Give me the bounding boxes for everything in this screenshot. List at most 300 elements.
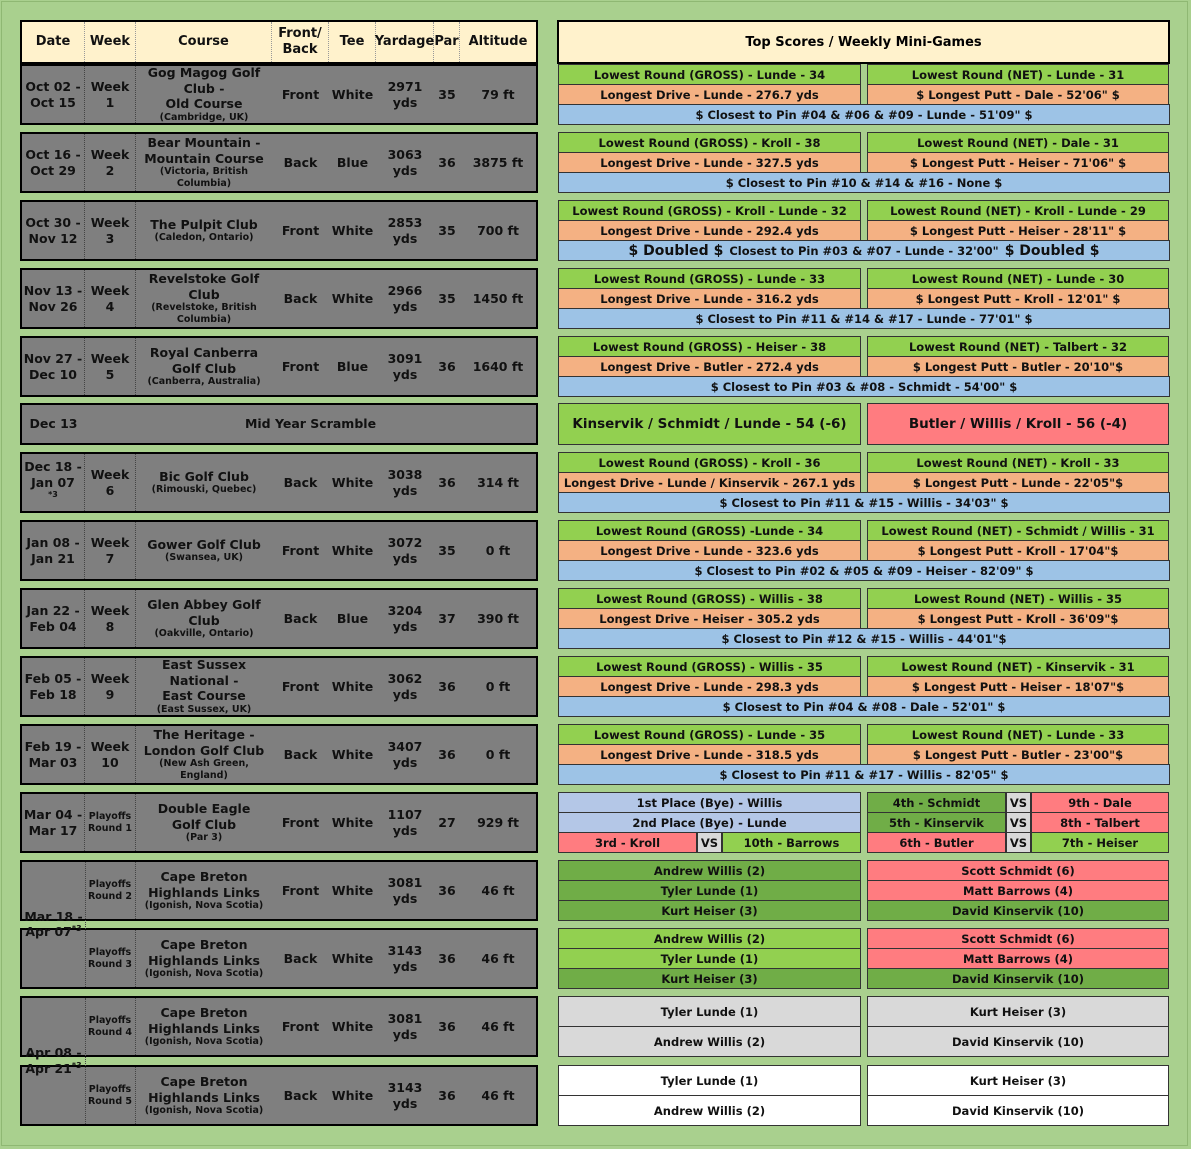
row-yardage: 2971 yds — [387, 78, 423, 110]
week-number: 4 — [105, 298, 115, 314]
row-course — [136, 454, 272, 511]
longest-drive: Longest Drive - Heiser - 305.2 yds — [558, 608, 861, 629]
week-number: 7 — [105, 550, 115, 566]
row-tee: Blue — [336, 610, 369, 626]
week-label: Week — [90, 602, 130, 618]
week-number: Round 5 — [87, 1095, 133, 1107]
week-number: 1 — [105, 94, 115, 110]
row-front-back: Back — [283, 610, 318, 626]
date-end: Nov 26 — [28, 298, 78, 314]
row-date — [22, 658, 85, 715]
longest-putt: $ Longest Putt - Butler - 20'10"$ — [867, 356, 1169, 377]
longest-drive: Longest Drive - Lunde - 316.2 yds — [558, 288, 861, 309]
week-number: 3 — [105, 230, 115, 246]
final-player-left: Tyler Lunde (1) — [558, 1065, 861, 1096]
row-altitude: 3875 ft — [472, 154, 524, 170]
course-name-line2: Golf Club — [171, 816, 237, 832]
final-player-right: Kurt Heiser (3) — [867, 996, 1169, 1027]
row-date — [22, 454, 85, 511]
lowest-round-net: Lowest Round (NET) - Kroll - Lunde - 29 — [867, 200, 1169, 221]
date-end: Jan 07 — [31, 474, 75, 490]
lowest-round-gross: Lowest Round (GROSS) - Kroll - 36 — [558, 452, 861, 473]
week-number: Round 4 — [87, 1026, 133, 1038]
lowest-round-gross: Lowest Round (GROSS) - Lunde - 34 — [558, 64, 861, 85]
date-end-wrap — [30, 95, 76, 111]
date-end-wrap — [25, 924, 81, 940]
week-number: 8 — [105, 618, 115, 634]
course-location: (Revelstoke, British — [151, 302, 257, 314]
header-front-back-2: Back — [282, 42, 318, 57]
row-par: 36 — [438, 678, 456, 694]
final-player-left: Andrew Willis (2) — [558, 1095, 861, 1126]
course-name-line1: Cape Breton — [160, 936, 248, 952]
row-altitude: 46 ft — [481, 1018, 515, 1034]
match-10th: 10th - Barrows — [722, 832, 861, 853]
row-week — [85, 998, 136, 1055]
seed-player-left: Andrew Willis (2) — [558, 928, 861, 949]
seed-player-right: David Kinservik (10) — [867, 900, 1169, 921]
course-name-line1: Royal Canberra — [149, 344, 259, 360]
final-player-right: David Kinservik (10) — [867, 1095, 1169, 1126]
closest-to-pin: $ Closest to Pin #04 & #08 - Dale - 52'01" $ — [558, 696, 1170, 717]
row-par: 36 — [438, 950, 456, 966]
row-par: 35 — [438, 290, 456, 306]
week-label: Week — [90, 78, 130, 94]
week-number: 2 — [105, 162, 115, 178]
longest-putt: $ Longest Putt - Kroll - 36'09"$ — [867, 608, 1169, 629]
row-front-back: Back — [283, 950, 318, 966]
schedule-row — [20, 860, 538, 921]
closest-to-pin: $ Closest to Pin #12 & #15 - Willis - 44'01"$ — [558, 628, 1170, 649]
week-label: Week — [90, 670, 130, 686]
row-tee: White — [331, 678, 374, 694]
row-par: 36 — [438, 154, 456, 170]
row-front-back: Back — [283, 474, 318, 490]
date-end: Apr 07 — [25, 924, 72, 940]
longest-putt: $ Longest Putt - Kroll - 17'04"$ — [867, 540, 1169, 561]
seed-player-right: Matt Barrows (4) — [867, 880, 1169, 901]
date-end-wrap — [30, 163, 76, 179]
date-end: Oct 15 — [30, 94, 76, 110]
closest-to-pin: $ Closest to Pin #03 & #08 - Schmidt - 54'00" $ — [558, 376, 1170, 397]
schedule-row — [20, 452, 538, 513]
date-start: Oct 02 - — [25, 78, 81, 94]
scramble-team-a: Kinservik / Schmidt / Lunde - 54 (-6) — [558, 403, 861, 445]
row-front-back: Front — [281, 882, 320, 898]
week-label: Week — [90, 466, 130, 482]
row-yardage: 3081 yds — [387, 874, 423, 906]
row-date — [22, 726, 85, 783]
longest-putt: $ Longest Putt - Dale - 52'06" $ — [867, 84, 1169, 105]
header-altitude: Altitude — [468, 33, 528, 49]
date-start: Oct 30 - — [25, 214, 81, 230]
row-altitude: 929 ft — [477, 814, 519, 830]
longest-drive: Longest Drive - Lunde - 318.5 yds — [558, 744, 861, 765]
seed-player-left: Kurt Heiser (3) — [558, 900, 861, 921]
week-number: 9 — [105, 686, 115, 702]
course-name-line2: Highlands Links — [148, 1089, 260, 1105]
closest-to-pin-text: Closest to Pin #03 & #07 - Lunde - 32'00" — [729, 243, 999, 258]
course-name-line1: Gog Magog Golf Club - — [147, 65, 261, 96]
seed-player-right: Scott Schmidt (6) — [867, 860, 1169, 881]
footnote-mark: *3 — [71, 1060, 82, 1070]
header-front-back — [272, 22, 329, 62]
final-player-right: David Kinservik (10) — [867, 1026, 1169, 1057]
doubled-label: $ Doubled $ — [1004, 242, 1100, 259]
lowest-round-net: Lowest Round (NET) - Dale - 31 — [867, 132, 1169, 153]
match-3rd: 3rd - Kroll — [558, 832, 697, 853]
doubled-label: $ Doubled $ — [628, 242, 724, 259]
row-week — [85, 658, 136, 715]
longest-drive: Longest Drive - Butler - 272.4 yds — [558, 356, 861, 377]
seed-player-right: Matt Barrows (4) — [867, 948, 1169, 969]
closest-to-pin: $ Closest to Pin #11 & #14 & #17 - Lunde - 77'01" $ — [558, 308, 1170, 329]
date-end-wrap — [29, 687, 76, 703]
row-tee: White — [331, 290, 374, 306]
row-tee: White — [331, 86, 374, 102]
row-par: 36 — [438, 358, 456, 374]
date-end-wrap — [29, 755, 78, 771]
row-date — [22, 590, 85, 647]
date-end-wrap — [29, 231, 78, 247]
week-label: Week — [90, 146, 130, 162]
row-par: 35 — [438, 542, 456, 558]
date-end-wrap — [25, 1061, 81, 1077]
date-end-wrap — [29, 367, 77, 383]
row-yardage: 3072 yds — [387, 534, 423, 566]
row-yardage: 3091 yds — [387, 350, 423, 382]
row-altitude: 314 ft — [477, 474, 519, 490]
final-player-left: Tyler Lunde (1) — [558, 996, 861, 1027]
date-end: Jan 21 — [31, 550, 75, 566]
lowest-round-gross: Lowest Round (GROSS) -Lunde - 34 — [558, 520, 861, 541]
date-end: Mar 17 — [28, 822, 78, 838]
lowest-round-gross: Lowest Round (GROSS) - Willis - 38 — [558, 588, 861, 609]
row-course — [136, 338, 272, 395]
course-name-line1: Double Eagle — [157, 800, 251, 816]
course-name-line1: Cape Breton — [160, 1004, 248, 1020]
week-divider — [85, 862, 86, 987]
date-start: Jan 22 - — [26, 602, 80, 618]
date-start: Mar 04 - — [23, 806, 83, 822]
date-start: Nov 13 - — [23, 282, 83, 298]
week-label: Playoffs — [88, 1014, 132, 1026]
date-end-wrap — [29, 299, 78, 315]
course-name-line1: Glen Abbey Golf Club — [147, 596, 261, 628]
seed-player-left: Andrew Willis (2) — [558, 860, 861, 881]
lowest-round-net: Lowest Round (NET) - Lunde - 30 — [867, 268, 1169, 289]
course-name-line1: Cape Breton — [160, 868, 248, 884]
row-yardage: 3038 yds — [387, 466, 423, 498]
row-yardage: 3204 yds — [387, 602, 423, 634]
lowest-round-gross: Lowest Round (GROSS) - Lunde - 33 — [558, 268, 861, 289]
date-end: Dec 10 — [28, 366, 77, 382]
row-yardage: 3407 yds — [387, 738, 423, 770]
row-week — [85, 522, 136, 579]
final-player-left: Andrew Willis (2) — [558, 1026, 861, 1057]
course-name-line2: London Golf Club — [143, 742, 265, 758]
row-par: 36 — [438, 1087, 456, 1103]
header-date: Date — [22, 22, 85, 62]
match-seed-right: 8th - Talbert — [1031, 812, 1169, 833]
row-altitude: 46 ft — [481, 1087, 515, 1103]
week-number: Round 3 — [87, 958, 133, 970]
closest-to-pin: $ Closest to Pin #04 & #06 & #09 - Lunde - 51'09" $ — [558, 104, 1170, 125]
row-course — [136, 522, 272, 579]
course-name-line2: East Course — [162, 688, 246, 704]
row-par: 27 — [438, 814, 456, 830]
row-tee: White — [331, 222, 374, 238]
row-week — [85, 202, 136, 259]
row-tee: White — [331, 950, 374, 966]
closest-to-pin: $ Closest to Pin #11 & #15 - Willis - 34'03" $ — [558, 492, 1170, 513]
row-week — [85, 454, 136, 511]
row-week — [85, 1067, 136, 1124]
seed-player-left: Tyler Lunde (1) — [558, 948, 861, 969]
vs-label: VS — [697, 832, 722, 853]
row-date — [22, 134, 85, 191]
row-date — [22, 998, 85, 1124]
course-location: (Oakville, Ontario) — [154, 628, 254, 640]
week-number: Round 1 — [87, 822, 133, 834]
lowest-round-net: Lowest Round (NET) - Lunde - 33 — [867, 724, 1169, 745]
schedule-row — [20, 520, 538, 581]
course-name-line1: The Heritage - — [153, 727, 255, 742]
row-tee: White — [331, 1087, 374, 1103]
row-altitude: 0 ft — [485, 746, 511, 762]
date-start: Feb 05 - — [24, 670, 82, 686]
course-name-line2: Golf Club — [171, 360, 237, 376]
row-week — [85, 338, 136, 395]
week-divider — [85, 998, 86, 1124]
longest-putt: $ Longest Putt - Kroll - 12'01" $ — [867, 288, 1169, 309]
row-altitude: 46 ft — [481, 950, 515, 966]
row-course — [136, 270, 272, 327]
row-tee: Blue — [336, 154, 369, 170]
footnote-mark: *3 — [71, 924, 82, 934]
row-yardage: 3143 yds — [387, 942, 423, 974]
row-par: 37 — [438, 610, 456, 626]
schedule-header — [20, 20, 538, 64]
week-label: Week — [90, 282, 130, 298]
date-end-wrap — [29, 823, 78, 839]
course-location: (Par 3) — [185, 832, 223, 844]
date-end-wrap — [31, 551, 75, 567]
lowest-round-net: Lowest Round (NET) - Schmidt / Willis - 31 — [867, 520, 1169, 541]
row-course — [136, 794, 272, 851]
bye-second-place: 2nd Place (Bye) - Lunde — [558, 812, 861, 833]
row-front-back: Front — [281, 678, 320, 694]
row-week — [85, 930, 136, 987]
row-week — [85, 862, 136, 919]
row-course — [136, 726, 272, 783]
course-name-line1: Revelstoke Golf Club — [148, 271, 260, 302]
header-week: Week — [85, 22, 136, 62]
row-week — [85, 726, 136, 783]
vs-label: VS — [1006, 792, 1031, 813]
lowest-round-net: Lowest Round (NET) - Talbert - 32 — [867, 336, 1169, 357]
row-par: 36 — [438, 746, 456, 762]
date-end: Nov 12 — [28, 230, 78, 246]
course-name-line2: Highlands Links — [148, 884, 260, 900]
course-name-line1: Gower Golf Club — [147, 536, 261, 552]
row-altitude: 1640 ft — [472, 358, 524, 374]
course-location: (Rimouski, Quebec) — [151, 484, 257, 496]
row-course — [136, 202, 272, 259]
row-altitude: 700 ft — [477, 222, 519, 238]
course-location: (Igonish, Nova Scotia) — [144, 900, 264, 912]
row-par: 36 — [438, 882, 456, 898]
schedule-row — [20, 724, 538, 785]
week-label: Week — [90, 738, 130, 754]
course-location-line2: Columbia) — [176, 314, 232, 326]
date-start: Feb 19 - — [24, 738, 82, 754]
row-front-back: Front — [281, 86, 320, 102]
row-course — [136, 134, 272, 191]
header-course: Course — [136, 22, 272, 62]
lowest-round-net: Lowest Round (NET) - Willis - 35 — [867, 588, 1169, 609]
row-date — [22, 522, 85, 579]
longest-putt: $ Longest Putt - Butler - 23'00"$ — [867, 744, 1169, 765]
course-location: (Victoria, British Columbia) — [159, 166, 249, 190]
course-location: (Canberra, Australia) — [147, 376, 261, 388]
row-date — [22, 66, 85, 123]
row-yardage: 2966 yds — [387, 282, 423, 314]
date-start: Dec 18 - — [24, 458, 82, 474]
lowest-round-net: Lowest Round (NET) - Kinservik - 31 — [867, 656, 1169, 677]
lowest-round-gross: Lowest Round (GROSS) - Lunde - 35 — [558, 724, 861, 745]
date-end-wrap — [29, 619, 76, 635]
row-week — [85, 66, 136, 123]
date-end: Feb 04 — [29, 618, 77, 634]
week-number: 6 — [105, 482, 115, 498]
row-altitude: 46 ft — [481, 882, 515, 898]
match-seed-right: 7th - Heiser — [1031, 832, 1169, 853]
lowest-round-net: Lowest Round (NET) - Lunde - 31 — [867, 64, 1169, 85]
scramble-team-b: Butler / Willis / Kroll - 56 (-4) — [867, 403, 1169, 445]
row-course — [136, 1067, 272, 1124]
longest-putt: $ Longest Putt - Heiser - 71'06" $ — [867, 152, 1169, 173]
row-tee: White — [331, 542, 374, 558]
row-front-back: Front — [281, 222, 320, 238]
row-yardage: 2853 yds — [387, 214, 423, 246]
schedule-row — [20, 132, 538, 193]
closest-to-pin: $ Closest to Pin #02 & #05 & #09 - Heiser - 82'09" $ — [558, 560, 1170, 581]
longest-putt: $ Longest Putt - Heiser - 28'11" $ — [867, 220, 1169, 241]
date-end: Mar 03 — [28, 754, 78, 770]
final-player-right: Kurt Heiser (3) — [867, 1065, 1169, 1096]
row-date — [22, 862, 85, 987]
course-name-line2: Mountain Course — [144, 150, 264, 166]
row-date — [22, 338, 85, 395]
course-location: (Caledon, Ontario) — [154, 232, 254, 244]
longest-drive: Longest Drive - Lunde - 327.5 yds — [558, 152, 861, 173]
row-altitude: 79 ft — [481, 86, 515, 102]
bye-first-place: 1st Place (Bye) - Willis — [558, 792, 861, 813]
row-tee: Blue — [336, 358, 369, 374]
lowest-round-gross: Lowest Round (GROSS) - Heiser - 38 — [558, 336, 861, 357]
header-par: Par — [434, 22, 460, 62]
row-course — [136, 590, 272, 647]
row-week — [85, 270, 136, 327]
scramble-label: Mid Year Scramble — [244, 416, 377, 432]
match-seed-left: 6th - Butler — [867, 832, 1006, 853]
schedule-row — [20, 336, 538, 397]
row-date — [22, 794, 85, 851]
vs-label: VS — [1006, 812, 1031, 833]
longest-drive: Longest Drive - Lunde - 276.7 yds — [558, 84, 861, 105]
date-start: Mar 18 - — [24, 908, 83, 924]
lowest-round-gross: Lowest Round (GROSS) - Willis - 35 — [558, 656, 861, 677]
row-tee: White — [331, 746, 374, 762]
course-name-line1: Cape Breton — [160, 1073, 248, 1089]
week-number: 10 — [101, 754, 119, 770]
course-name-line1: Bear Mountain - — [147, 135, 261, 150]
week-label: Playoffs — [88, 946, 132, 958]
row-date — [22, 202, 85, 259]
row-week — [85, 590, 136, 647]
course-location: (Swansea, UK) — [165, 552, 243, 564]
row-front-back: Back — [283, 1087, 318, 1103]
lowest-round-net: Lowest Round (NET) - Kroll - 33 — [867, 452, 1169, 473]
week-label: Playoffs — [88, 1083, 132, 1095]
schedule-row — [20, 996, 538, 1057]
course-name-line2: Old Course — [165, 96, 243, 112]
row-front-back: Back — [283, 746, 318, 762]
lowest-round-gross: Lowest Round (GROSS) - Kroll - 38 — [558, 132, 861, 153]
header-yardage: Yardage — [376, 22, 434, 62]
row-date — [22, 270, 85, 327]
row-altitude: 1450 ft — [472, 290, 524, 306]
row-front-back: Back — [283, 290, 318, 306]
header-front-back-1: Front/ — [278, 25, 322, 41]
longest-drive: Longest Drive - Lunde - 323.6 yds — [558, 540, 861, 561]
course-name-line1: Bic Golf Club — [159, 468, 249, 484]
week-label: Playoffs — [88, 878, 132, 890]
week-label: Week — [90, 214, 130, 230]
course-location: (New Ash Green, England) — [159, 758, 249, 782]
row-altitude: 0 ft — [485, 678, 511, 694]
closest-to-pin — [558, 240, 1170, 261]
seed-player-right: Scott Schmidt (6) — [867, 928, 1169, 949]
row-tee: White — [331, 1018, 374, 1034]
match-seed-right: 9th - Dale — [1031, 792, 1169, 813]
row-course — [136, 998, 272, 1055]
row-course — [136, 930, 272, 987]
row-front-back: Front — [281, 814, 320, 830]
seed-player-left: Tyler Lunde (1) — [558, 880, 861, 901]
row-course — [136, 862, 272, 919]
schedule-row — [20, 64, 538, 125]
longest-putt: $ Longest Putt - Lunde - 22'05"$ — [867, 472, 1169, 493]
row-front-back: Front — [281, 358, 320, 374]
row-tee: White — [331, 882, 374, 898]
row-yardage: 3081 yds — [387, 1010, 423, 1042]
closest-to-pin: $ Closest to Pin #11 & #17 - Willis - 82'05" $ — [558, 764, 1170, 785]
date-start: Apr 08 - — [25, 1045, 82, 1061]
row-tee: White — [331, 474, 374, 490]
closest-to-pin: $ Closest to Pin #10 & #14 & #16 - None $ — [558, 172, 1170, 193]
schedule-row — [20, 1065, 538, 1126]
seed-player-right: David Kinservik (10) — [867, 968, 1169, 989]
week-number: Round 2 — [87, 890, 133, 902]
course-location: (East Sussex, UK) — [156, 704, 252, 715]
week-label: Playoffs — [88, 810, 132, 822]
date-end: Feb 18 — [29, 686, 77, 702]
course-location: (Igonish, Nova Scotia) — [144, 968, 264, 980]
row-course — [136, 658, 272, 715]
match-seed-left: 4th - Schmidt — [867, 792, 1006, 813]
